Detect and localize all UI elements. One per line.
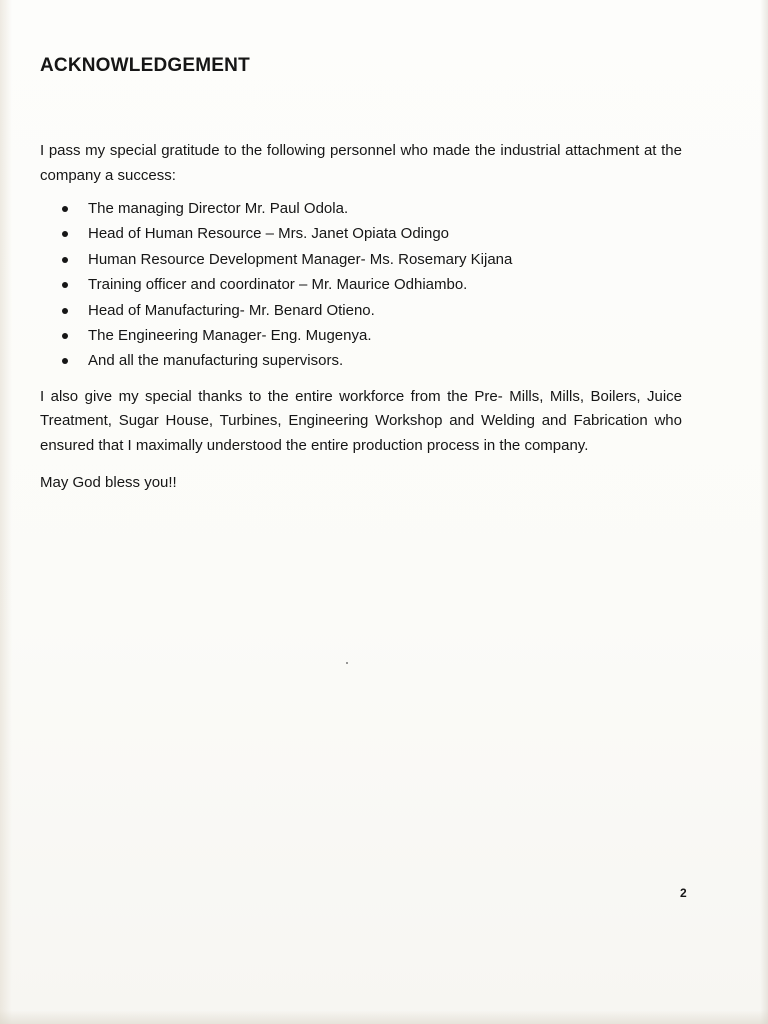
paper-edge-bottom bbox=[0, 1010, 768, 1024]
page-title: ACKNOWLEDGEMENT bbox=[40, 55, 250, 76]
scan-speck bbox=[346, 662, 348, 664]
list-item bbox=[40, 221, 682, 246]
list-item-text: And all the manufacturing supervisors. bbox=[88, 352, 344, 370]
bullet-icon bbox=[62, 231, 68, 237]
list-item bbox=[40, 298, 682, 323]
document-body bbox=[40, 139, 682, 496]
bullet-icon bbox=[62, 333, 68, 339]
paper-edge-left bbox=[0, 0, 12, 1024]
list-item-text: Head of Human Resource – Mrs. Janet Opiata Odingo bbox=[88, 225, 450, 243]
bullet-icon bbox=[62, 257, 68, 263]
list-item-text: The managing Director Mr. Paul Odola. bbox=[88, 200, 349, 217]
list-item-text: The Engineering Manager- Eng. Mugenya. bbox=[88, 326, 372, 344]
list-item bbox=[40, 196, 682, 221]
list-item-text: Human Resource Development Manager- Ms. Rosemary Kijana bbox=[88, 250, 513, 268]
list-item-text: Head of Manufacturing- Mr. Benard Otieno. bbox=[88, 301, 375, 319]
closing-line: May God bless you!! bbox=[40, 474, 177, 492]
bullet-icon bbox=[62, 206, 68, 212]
paper-edge-right bbox=[760, 0, 768, 1024]
bullet-icon bbox=[62, 282, 68, 288]
list-item bbox=[40, 247, 682, 272]
intro-paragraph: I pass my special gratitude to the following personnel who made the industrial attachment at the company a success: bbox=[40, 142, 682, 184]
personnel-list bbox=[40, 196, 682, 374]
list-item-text: Training officer and coordinator – Mr. Maurice Odhiambo. bbox=[88, 276, 468, 294]
list-item bbox=[40, 348, 682, 373]
list-item bbox=[40, 323, 682, 348]
page-number: 2 bbox=[680, 886, 687, 900]
list-item bbox=[40, 272, 682, 297]
bullet-icon bbox=[62, 308, 68, 314]
thanks-paragraph: I also give my special thanks to the entire workforce from the Pre- Mills, Mills, Boilers, Juice Treatment, Sugar House, Turbines, Engineering Workshop and Welding and Fabrication who ensured that I maximally understood the entire production process in the company. bbox=[40, 387, 682, 454]
bullet-icon bbox=[62, 358, 68, 364]
